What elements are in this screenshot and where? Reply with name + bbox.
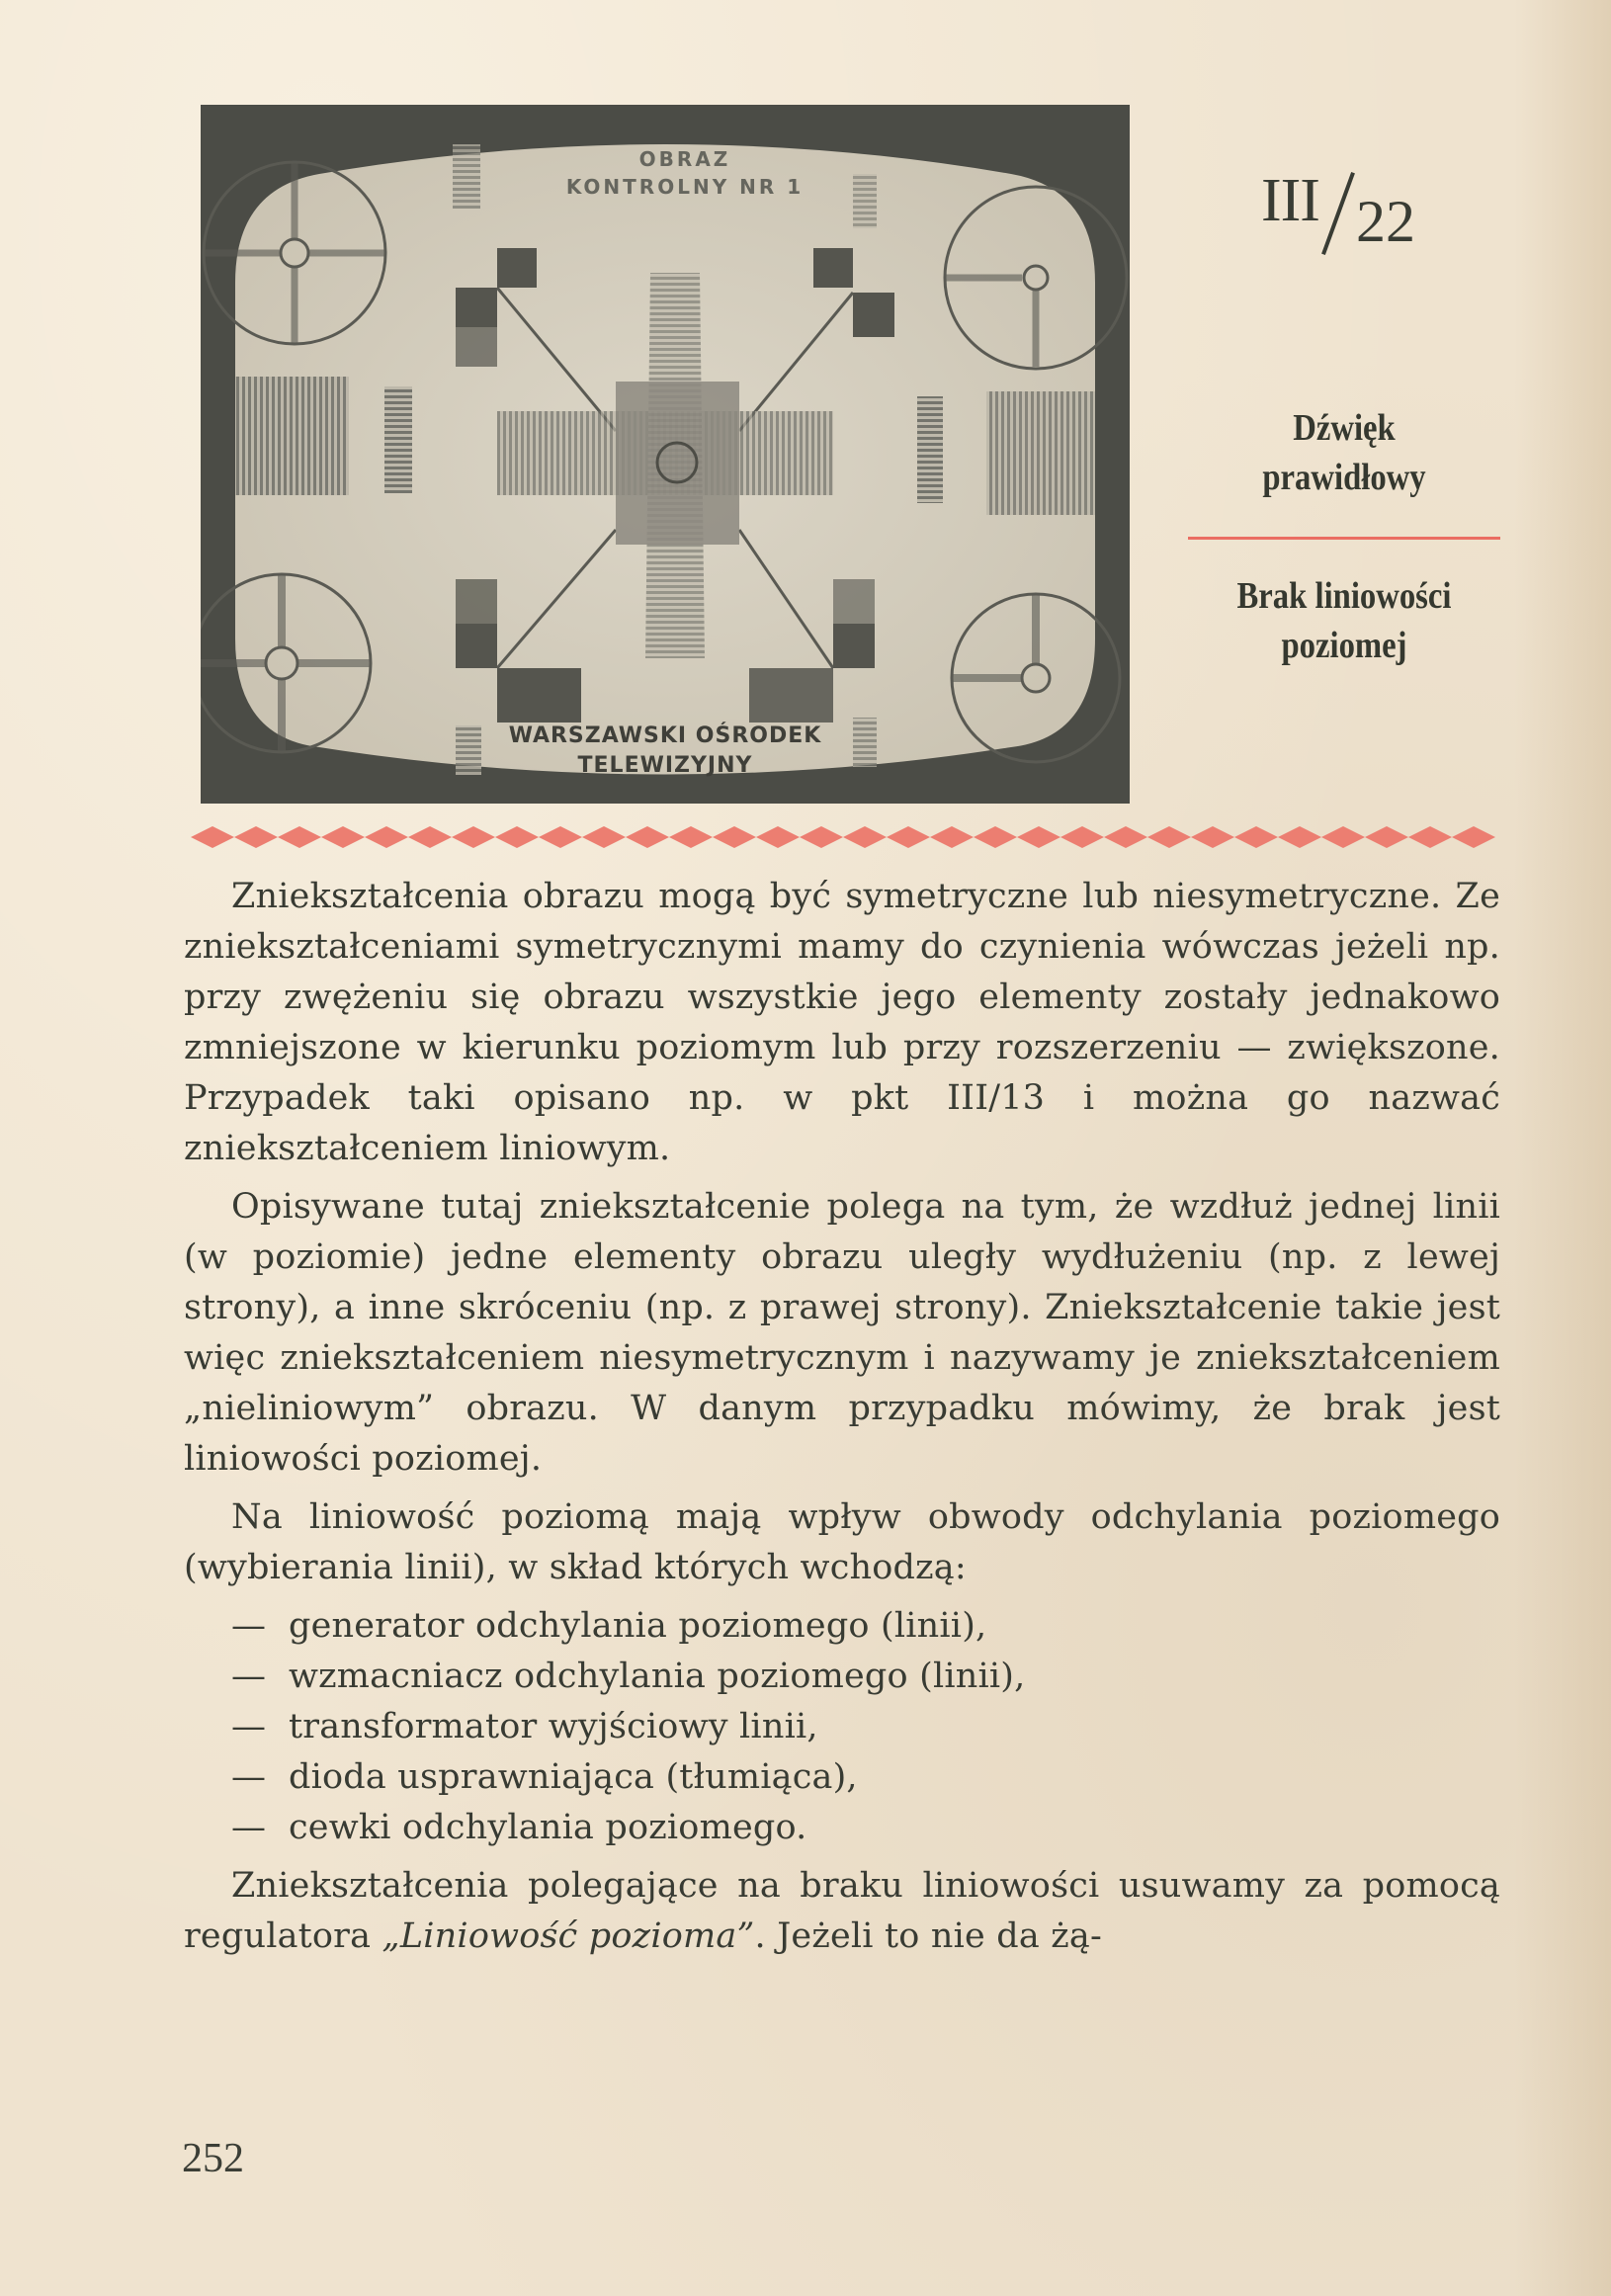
- bottom-label-line-2: TELEWIZYJNY: [577, 753, 753, 778]
- sound-status-caption: [1208, 403, 1480, 502]
- diamond-ornament: [582, 826, 626, 848]
- diamond-ornament: [1104, 826, 1147, 848]
- fault-caption-line-1: Brak liniowości: [1236, 575, 1452, 617]
- diamond-ornament: [887, 826, 930, 848]
- paragraph-1: Zniekształcenia obrazu mogą być symetryczne lub niesymetryczne. Ze zniekształceniami symetrycznymi mamy do czynienia wówczas jeżeli np. przy zwężeniu się obrazu wszystkie jego elementy zostały jednakowo zmniejszone w kierunku poziomym lub przy rozszerzeniu — zwiększone. Przypadek taki opisano np. w pkt III/13 i można go nazwać zniekształceniem liniowym.: [184, 877, 1500, 1168]
- paragraph-4: [184, 1861, 1500, 1962]
- bottom-label-line-1: WARSZAWSKI OŚRODEK: [508, 723, 822, 748]
- diamond-ornament: [974, 826, 1017, 848]
- body-text: [184, 872, 1500, 1970]
- diamond-ornament: [843, 826, 887, 848]
- diamond-ornament: [1191, 826, 1234, 848]
- sound-status-line-1: Dźwięk: [1293, 407, 1396, 449]
- diamond-ornament: [1452, 826, 1495, 848]
- diamond-border: [191, 826, 1505, 850]
- top-label-line-2: KONTROLNY NR 1: [565, 175, 805, 199]
- stripe-column-bottom-left: [456, 725, 481, 775]
- section-number: [1253, 148, 1441, 267]
- diamond-ornament: [626, 826, 669, 848]
- list-item-text: generator odchylania poziomego (linii),: [289, 1606, 987, 1646]
- section-number-minor: 22: [1356, 189, 1415, 254]
- diamond-ornament: [1147, 826, 1191, 848]
- list-dash: —: [231, 1707, 267, 1746]
- diamond-ornament: [1408, 826, 1452, 848]
- test-card-photo: [201, 105, 1130, 804]
- diamond-ornament: [756, 826, 800, 848]
- diamond-ornament: [539, 826, 582, 848]
- diamond-ornament: [234, 826, 278, 848]
- stripe-column-left: [384, 386, 412, 493]
- diamond-ornament: [930, 826, 974, 848]
- sound-status-line-2: prawidłowy: [1262, 457, 1426, 498]
- stripe-column-bottom-right: [853, 718, 877, 767]
- diamond-ornament: [1017, 826, 1060, 848]
- diamond-ornament: [365, 826, 408, 848]
- diamond-ornament: [495, 826, 539, 848]
- stripe-column-top-left: [453, 144, 480, 209]
- list-dash: —: [231, 1757, 267, 1797]
- diamond-ornament: [1060, 826, 1104, 848]
- top-label-line-1: OBRAZ: [638, 147, 731, 171]
- stripe-block-left: [235, 377, 349, 495]
- diamond-ornament: [713, 826, 756, 848]
- list-item: [231, 1702, 1500, 1752]
- caption-divider: [1188, 537, 1500, 540]
- diamond-ornament: [321, 826, 365, 848]
- fault-caption: [1208, 571, 1480, 670]
- list-dash: —: [231, 1606, 267, 1646]
- diamond-ornament: [191, 826, 234, 848]
- paragraph-3: Na liniowość poziomą mają wpływ obwody odchylania poziomego (wybierania linii), w skład których wchodzą:: [184, 1497, 1500, 1587]
- center-block: [616, 382, 739, 545]
- fault-caption-line-2: poziomej: [1281, 625, 1407, 666]
- diamond-ornament: [1365, 826, 1408, 848]
- list-item: [231, 1601, 1500, 1652]
- list-dash: —: [231, 1657, 267, 1696]
- section-number-major: III: [1261, 167, 1319, 234]
- diamond-ornament: [1278, 826, 1321, 848]
- diamond-ornament: [1321, 826, 1365, 848]
- list-item: [231, 1752, 1500, 1803]
- page-number: 252: [182, 2136, 244, 2181]
- list-item-text: cewki odchylania poziomego.: [289, 1808, 807, 1847]
- circuit-list: [184, 1601, 1500, 1853]
- paragraph-4-start: Zniekształcenia polegające na braku liniowości usuwamy za pomocą regulatora: [184, 1866, 1500, 1956]
- list-item: [231, 1803, 1500, 1853]
- list-item-text: wzmacniacz odchylania poziomego (linii),: [289, 1657, 1026, 1696]
- diamond-ornament: [278, 826, 321, 848]
- section-number-slash: [1321, 172, 1355, 255]
- stripe-column-right: [917, 396, 943, 503]
- list-item-text: transformator wyjściowy linii,: [289, 1707, 818, 1746]
- paragraph-2: Opisywane tutaj zniekształcenie polega na tym, że wzdłuż jednej linii (w poziomie) jedne elementy obrazu uległy wydłużeniu (np. z lewej strony), a inne skróceniu (np. z prawej strony). Zniekształcenie takie jest więc zniekształceniem niesymetrycznym i nazywamy je zniekształceniem „nieliniowym” obrazu. W danym przypadku mówimy, że brak jest liniowości poziomej.: [184, 1187, 1500, 1479]
- diamond-ornament: [1234, 826, 1278, 848]
- list-item: [231, 1652, 1500, 1702]
- stripe-block-right: [986, 391, 1095, 515]
- list-dash: —: [231, 1808, 267, 1847]
- diamond-ornament: [800, 826, 843, 848]
- diamond-ornament: [669, 826, 713, 848]
- diamond-ornament: [452, 826, 495, 848]
- paragraph-4-end: . Jeżeli to nie da żą-: [754, 1916, 1102, 1956]
- stripe-column-top-right: [853, 174, 877, 228]
- test-card-illustration: [201, 105, 1130, 804]
- list-item-text: dioda usprawniająca (tłumiąca),: [289, 1757, 858, 1797]
- diamond-ornament: [408, 826, 452, 848]
- control-name: „Liniowość pozioma”: [382, 1916, 755, 1956]
